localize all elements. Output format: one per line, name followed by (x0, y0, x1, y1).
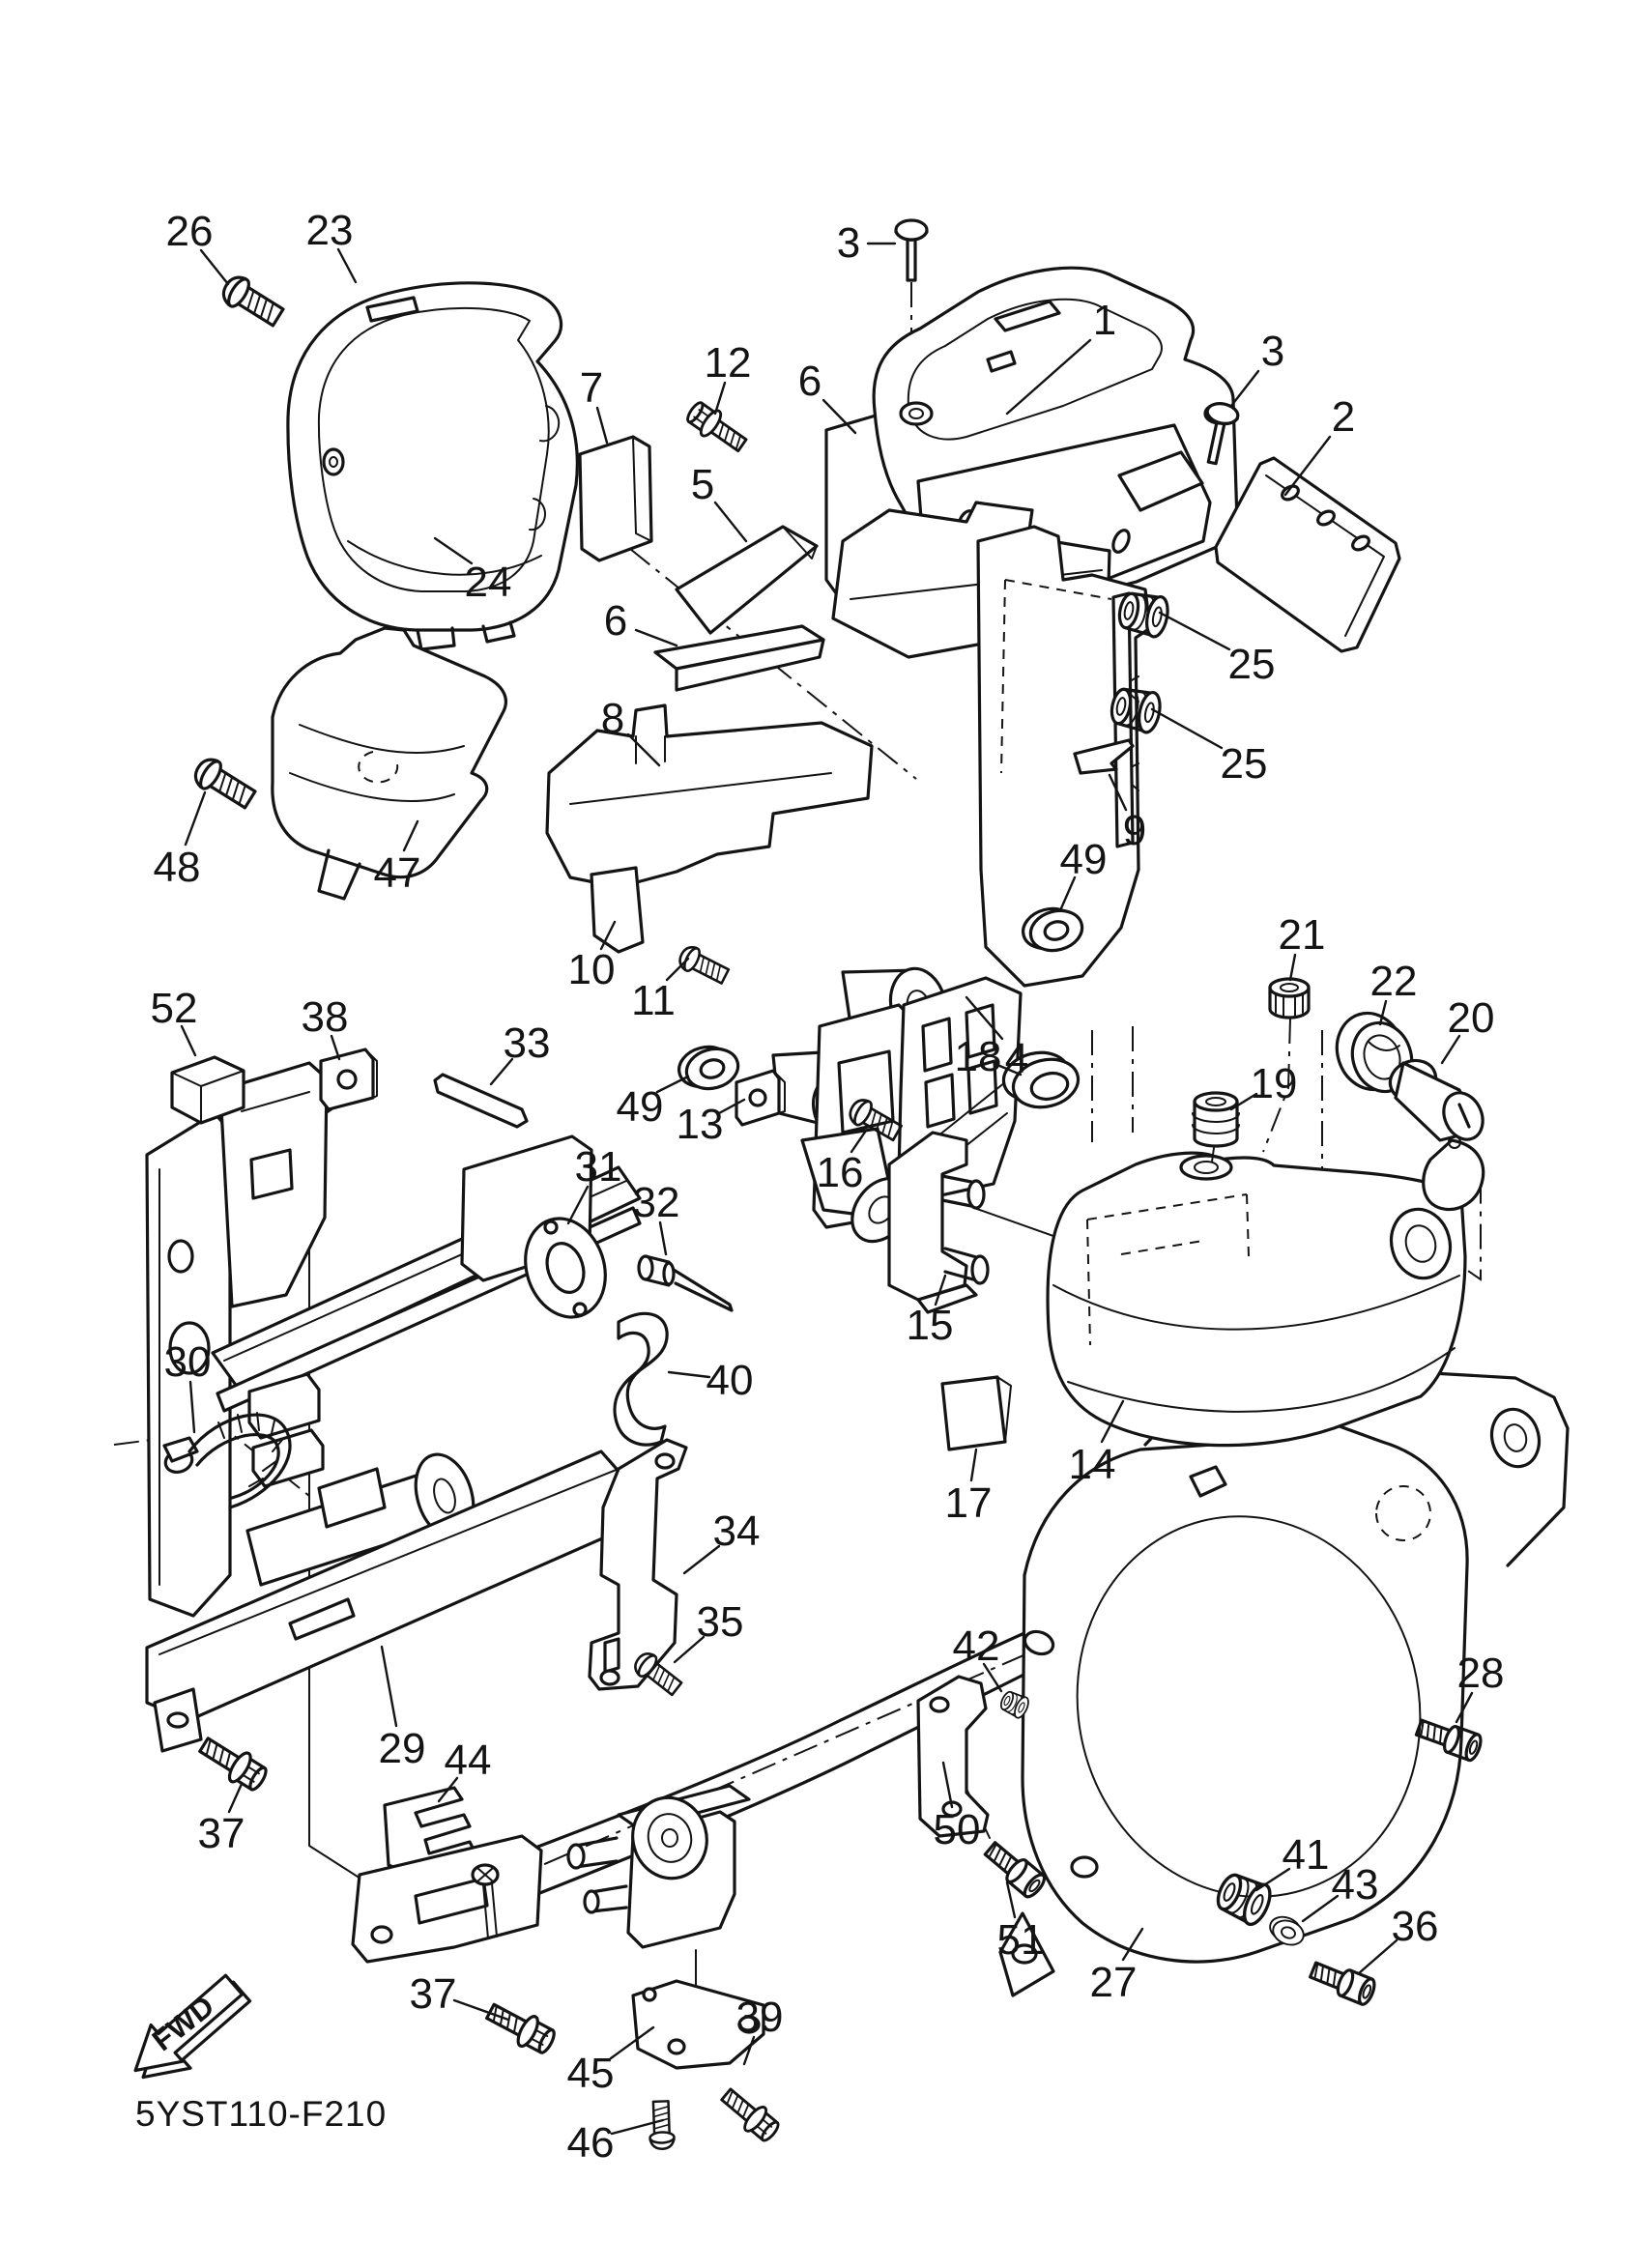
callout-label-39-42: 39 (735, 1994, 784, 2041)
callout-label-18-19: 18 (954, 1033, 1002, 1080)
callout-label-32-34: 32 (632, 1179, 680, 1226)
callout-label-9-10: 9 (1122, 807, 1147, 854)
callout-label-31-33: 31 (574, 1143, 622, 1191)
callout-label-51-55: 51 (996, 1916, 1045, 1964)
callout-label-52-56: 52 (150, 985, 198, 1032)
part-21-nut (1270, 979, 1309, 1018)
callout-label-26-28: 26 (165, 208, 214, 255)
callout-leader-40-43 (669, 1372, 709, 1377)
callout-label-17-18: 17 (944, 1479, 993, 1527)
callout-label-50-54: 50 (933, 1806, 981, 1853)
part-13-clip (736, 1071, 785, 1125)
callout-label-38-41: 38 (301, 993, 349, 1041)
callout-label-2-1: 2 (1331, 393, 1356, 441)
callout-label-25-27: 25 (1220, 740, 1268, 788)
callout-label-43-46: 43 (1331, 1861, 1379, 1909)
callout-leader-17-18 (971, 1450, 976, 1480)
part-5-pad (677, 527, 817, 633)
callout-label-42-45: 42 (952, 1622, 1000, 1670)
callout-label-45-48: 45 (566, 2050, 615, 2097)
part-32-stud (639, 1256, 732, 1310)
callout-label-19-20: 19 (1250, 1060, 1298, 1107)
callout-label-1-0: 1 (1092, 297, 1117, 344)
part-7-pad (580, 437, 651, 560)
part-29-bracket-assembly (147, 1063, 640, 1751)
part-14-tank (1048, 1153, 1465, 1446)
callout-label-41-44: 41 (1282, 1831, 1330, 1879)
callout-label-22-23: 22 (1369, 958, 1418, 1005)
callout-label-6-7: 6 (603, 597, 628, 645)
callout-label-49-53: 49 (1059, 836, 1108, 883)
callout-label-48-51: 48 (153, 844, 201, 891)
part-23-cover (288, 283, 577, 649)
callout-leader-7-8 (597, 408, 607, 443)
callout-label-36-38: 36 (1391, 1903, 1439, 1950)
callout-label-25-26: 25 (1227, 641, 1276, 688)
callout-leader-26-28 (201, 250, 228, 284)
callout-leader-29-31 (382, 1647, 396, 1726)
callout-label-49-52: 49 (616, 1083, 664, 1131)
callout-leader-37-40 (454, 2000, 508, 2020)
callout-leader-3-3 (1231, 371, 1258, 406)
callout-label-10-11: 10 (567, 946, 616, 993)
part-2-plate (1216, 458, 1399, 651)
callout-label-35-37: 35 (696, 1598, 744, 1646)
callout-label-20-21: 20 (1447, 994, 1495, 1042)
callout-label-5-5: 5 (690, 461, 715, 508)
callout-label-33-35: 33 (503, 1019, 551, 1067)
callout-label-11-12: 11 (631, 977, 676, 1024)
callout-label-46-49: 46 (566, 2119, 615, 2167)
part-40-strap (615, 1313, 667, 1445)
callout-label-14-15: 14 (1068, 1441, 1116, 1488)
callout-leader-5-5 (715, 502, 746, 541)
callout-label-12-13: 12 (704, 339, 752, 387)
callout-leader-25-26 (1160, 613, 1229, 649)
part-8-heat-shield (547, 705, 872, 887)
callout-leader-25-27 (1152, 709, 1222, 748)
callout-label-44-47: 44 (444, 1737, 492, 1784)
callout-label-28-30: 28 (1456, 1650, 1505, 1697)
part-19-grommet (1193, 1093, 1239, 1162)
part-10-wedge (591, 868, 643, 952)
callout-label-27-29: 27 (1089, 1959, 1138, 2006)
callout-label-23-24: 23 (305, 207, 354, 254)
part-petcock (568, 1786, 749, 1993)
fwd-arrow (120, 1967, 258, 2095)
callout-label-40-43: 40 (706, 1357, 754, 1404)
callout-label-6-6: 6 (797, 358, 822, 405)
callout-label-7-8: 7 (579, 364, 604, 412)
callout-label-16-17: 16 (816, 1149, 864, 1196)
callout-label-13-14: 13 (676, 1101, 724, 1148)
callout-label-3-2: 3 (836, 219, 861, 267)
fwd-label: FWD (145, 1989, 221, 2058)
part-44-wire-guide (353, 1788, 541, 1962)
callout-label-8-9: 8 (600, 695, 625, 742)
callout-label-3-3: 3 (1260, 328, 1285, 375)
callout-leader-12-13 (715, 383, 725, 414)
part-17-pad (942, 1377, 1011, 1450)
callout-label-29-31: 29 (378, 1725, 426, 1772)
callout-label-47-50: 47 (373, 849, 421, 897)
callout-label-34-36: 34 (712, 1507, 761, 1555)
callout-label-4-4: 4 (1004, 1035, 1029, 1082)
callout-leader-48-51 (186, 792, 205, 845)
diagram-code: 5YST110-F210 (135, 2094, 388, 2134)
callout-label-30-32: 30 (163, 1338, 212, 1386)
callout-label-37-40: 37 (409, 1970, 457, 2018)
callout-label-37-39: 37 (197, 1810, 245, 1857)
callout-label-15-16: 15 (906, 1302, 954, 1349)
callout-leader-37-39 (229, 1784, 242, 1812)
part-33-damper-bar (435, 1075, 527, 1127)
callout-label-21-22: 21 (1278, 911, 1326, 959)
callout-label-24-25: 24 (464, 559, 512, 606)
callout-leader-23-24 (338, 249, 356, 282)
part-38-clip (321, 1049, 377, 1109)
callout-leader-6-7 (636, 630, 677, 646)
callout-leader-32-34 (660, 1222, 666, 1254)
